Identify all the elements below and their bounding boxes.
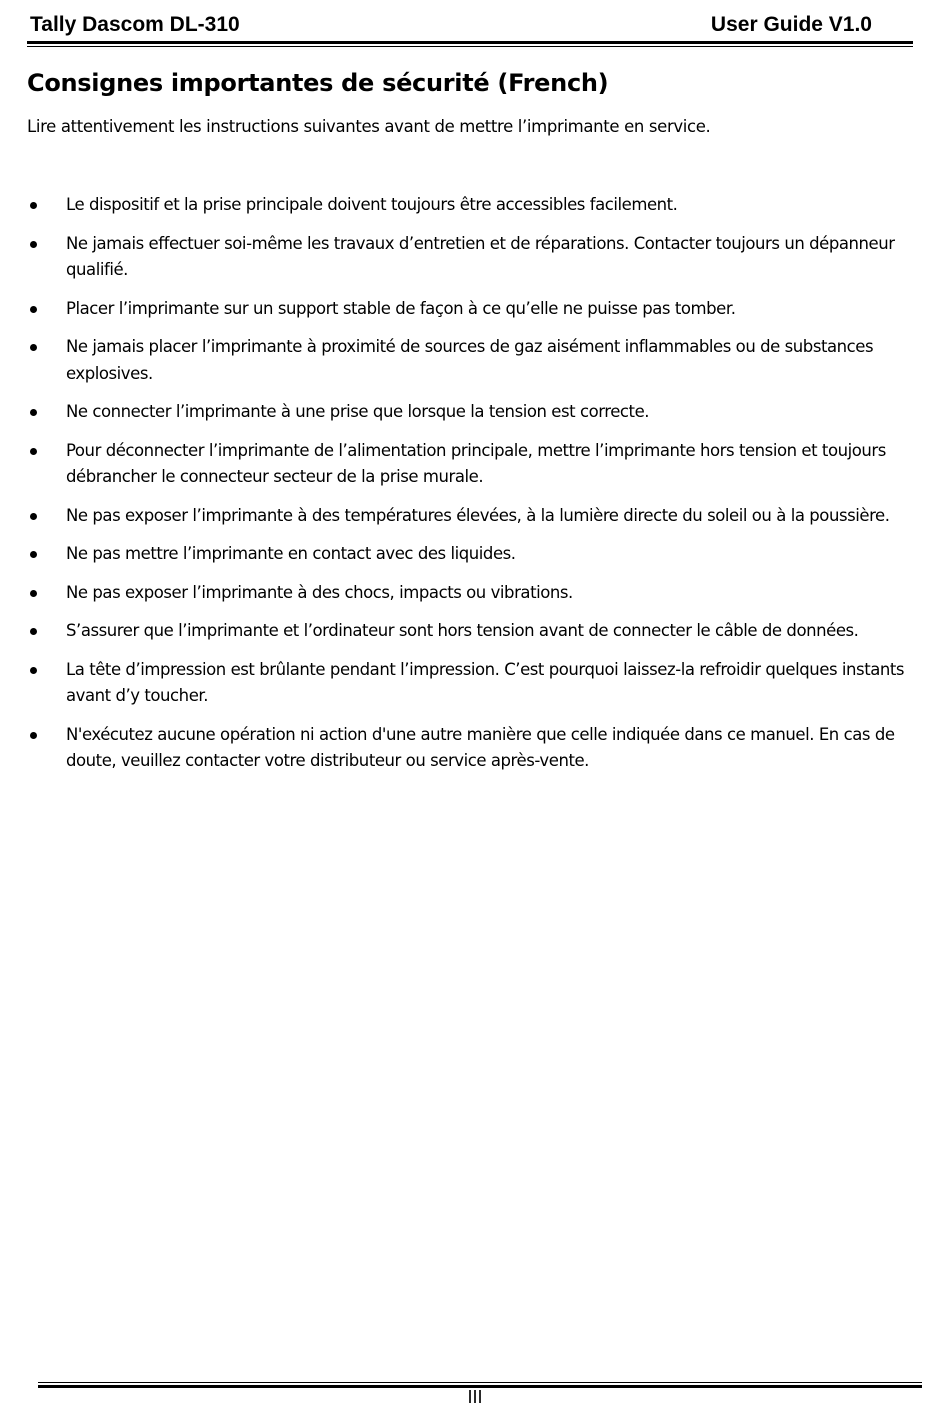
list-item	[27, 192, 917, 219]
list-item-text: Ne jamais placer l’imprimante à proximité de sources de gaz aisément inflammables ou de substances explosives.	[66, 337, 874, 383]
list-item-text: Ne pas exposer l’imprimante à des températures élevées, à la lumière directe du soleil ou à la poussière.	[66, 505, 890, 525]
list-item	[27, 438, 917, 491]
bullet-icon	[30, 241, 37, 248]
list-item-text: S’assurer que l’imprimante et l’ordinateur sont hors tension avant de connecter le câble de données.	[66, 621, 859, 640]
intro-paragraph: Lire attentivement les instructions suivantes avant de mettre l’imprimante en service.	[27, 117, 711, 136]
page-header	[30, 13, 872, 41]
list-item-text: Ne pas mettre l’imprimante en contact avec des liquides.	[66, 544, 516, 563]
bullet-icon	[30, 667, 37, 674]
list-item	[27, 296, 917, 323]
list-item-text: N'exécutez aucune opération ni action d'une autre manière que celle indiquée dans ce manuel. En cas de doute, veuillez contacter votre distributeur ou service après-vente.	[66, 724, 895, 770]
list-item-text: Ne connecter l’imprimante à une prise que lorsque la tension est correcte.	[66, 402, 650, 421]
safety-instructions-list	[27, 192, 917, 787]
list-item	[27, 399, 917, 426]
bullet-icon	[30, 344, 37, 351]
list-item	[27, 541, 917, 568]
bullet-icon	[30, 628, 37, 635]
list-item-text: Ne pas exposer l’imprimante à des chocs, impacts ou vibrations.	[66, 582, 573, 602]
footer-rule-thin	[38, 1382, 922, 1383]
list-item-text: La tête d’impression est brûlante pendant l’impression. C’est pourquoi laissez-la refroidir quelques instants avant d’y toucher.	[66, 659, 905, 705]
list-item-text: Placer l’imprimante sur un support stable de façon à ce qu’elle ne puisse pas tomber.	[66, 298, 736, 318]
list-item-text: Pour déconnecter l’imprimante de l’alimentation principale, mettre l’imprimante hors tension et toujours débrancher le connecteur secteur de la prise murale.	[66, 440, 886, 486]
list-item-text: Ne jamais effectuer soi-même les travaux d’entretien et de réparations. Contacter toujours un dépanneur qualifié.	[66, 233, 895, 279]
list-item	[27, 334, 917, 387]
header-product-name: Tally Dascom DL-310	[30, 13, 240, 36]
list-item	[27, 722, 917, 775]
bullet-icon	[30, 306, 37, 313]
bullet-icon	[30, 732, 37, 739]
page-title: Consignes importantes de sécurité (French)	[27, 69, 609, 97]
bullet-icon	[30, 448, 37, 455]
list-item	[27, 657, 917, 710]
bullet-icon	[30, 409, 37, 416]
bullet-icon	[30, 513, 37, 520]
list-item	[27, 618, 917, 645]
header-rule-thick	[27, 41, 913, 44]
header-guide-version: User Guide V1.0	[710, 13, 872, 36]
bullet-icon	[30, 590, 37, 597]
bullet-icon	[30, 551, 37, 558]
page-number: III	[467, 1387, 483, 1407]
header-rule-thin	[27, 46, 913, 47]
list-item-text: Le dispositif et la prise principale doivent toujours être accessibles facilement.	[66, 195, 678, 214]
list-item	[27, 503, 917, 530]
list-item	[27, 580, 917, 607]
bullet-icon	[30, 202, 37, 209]
list-item	[27, 231, 917, 284]
